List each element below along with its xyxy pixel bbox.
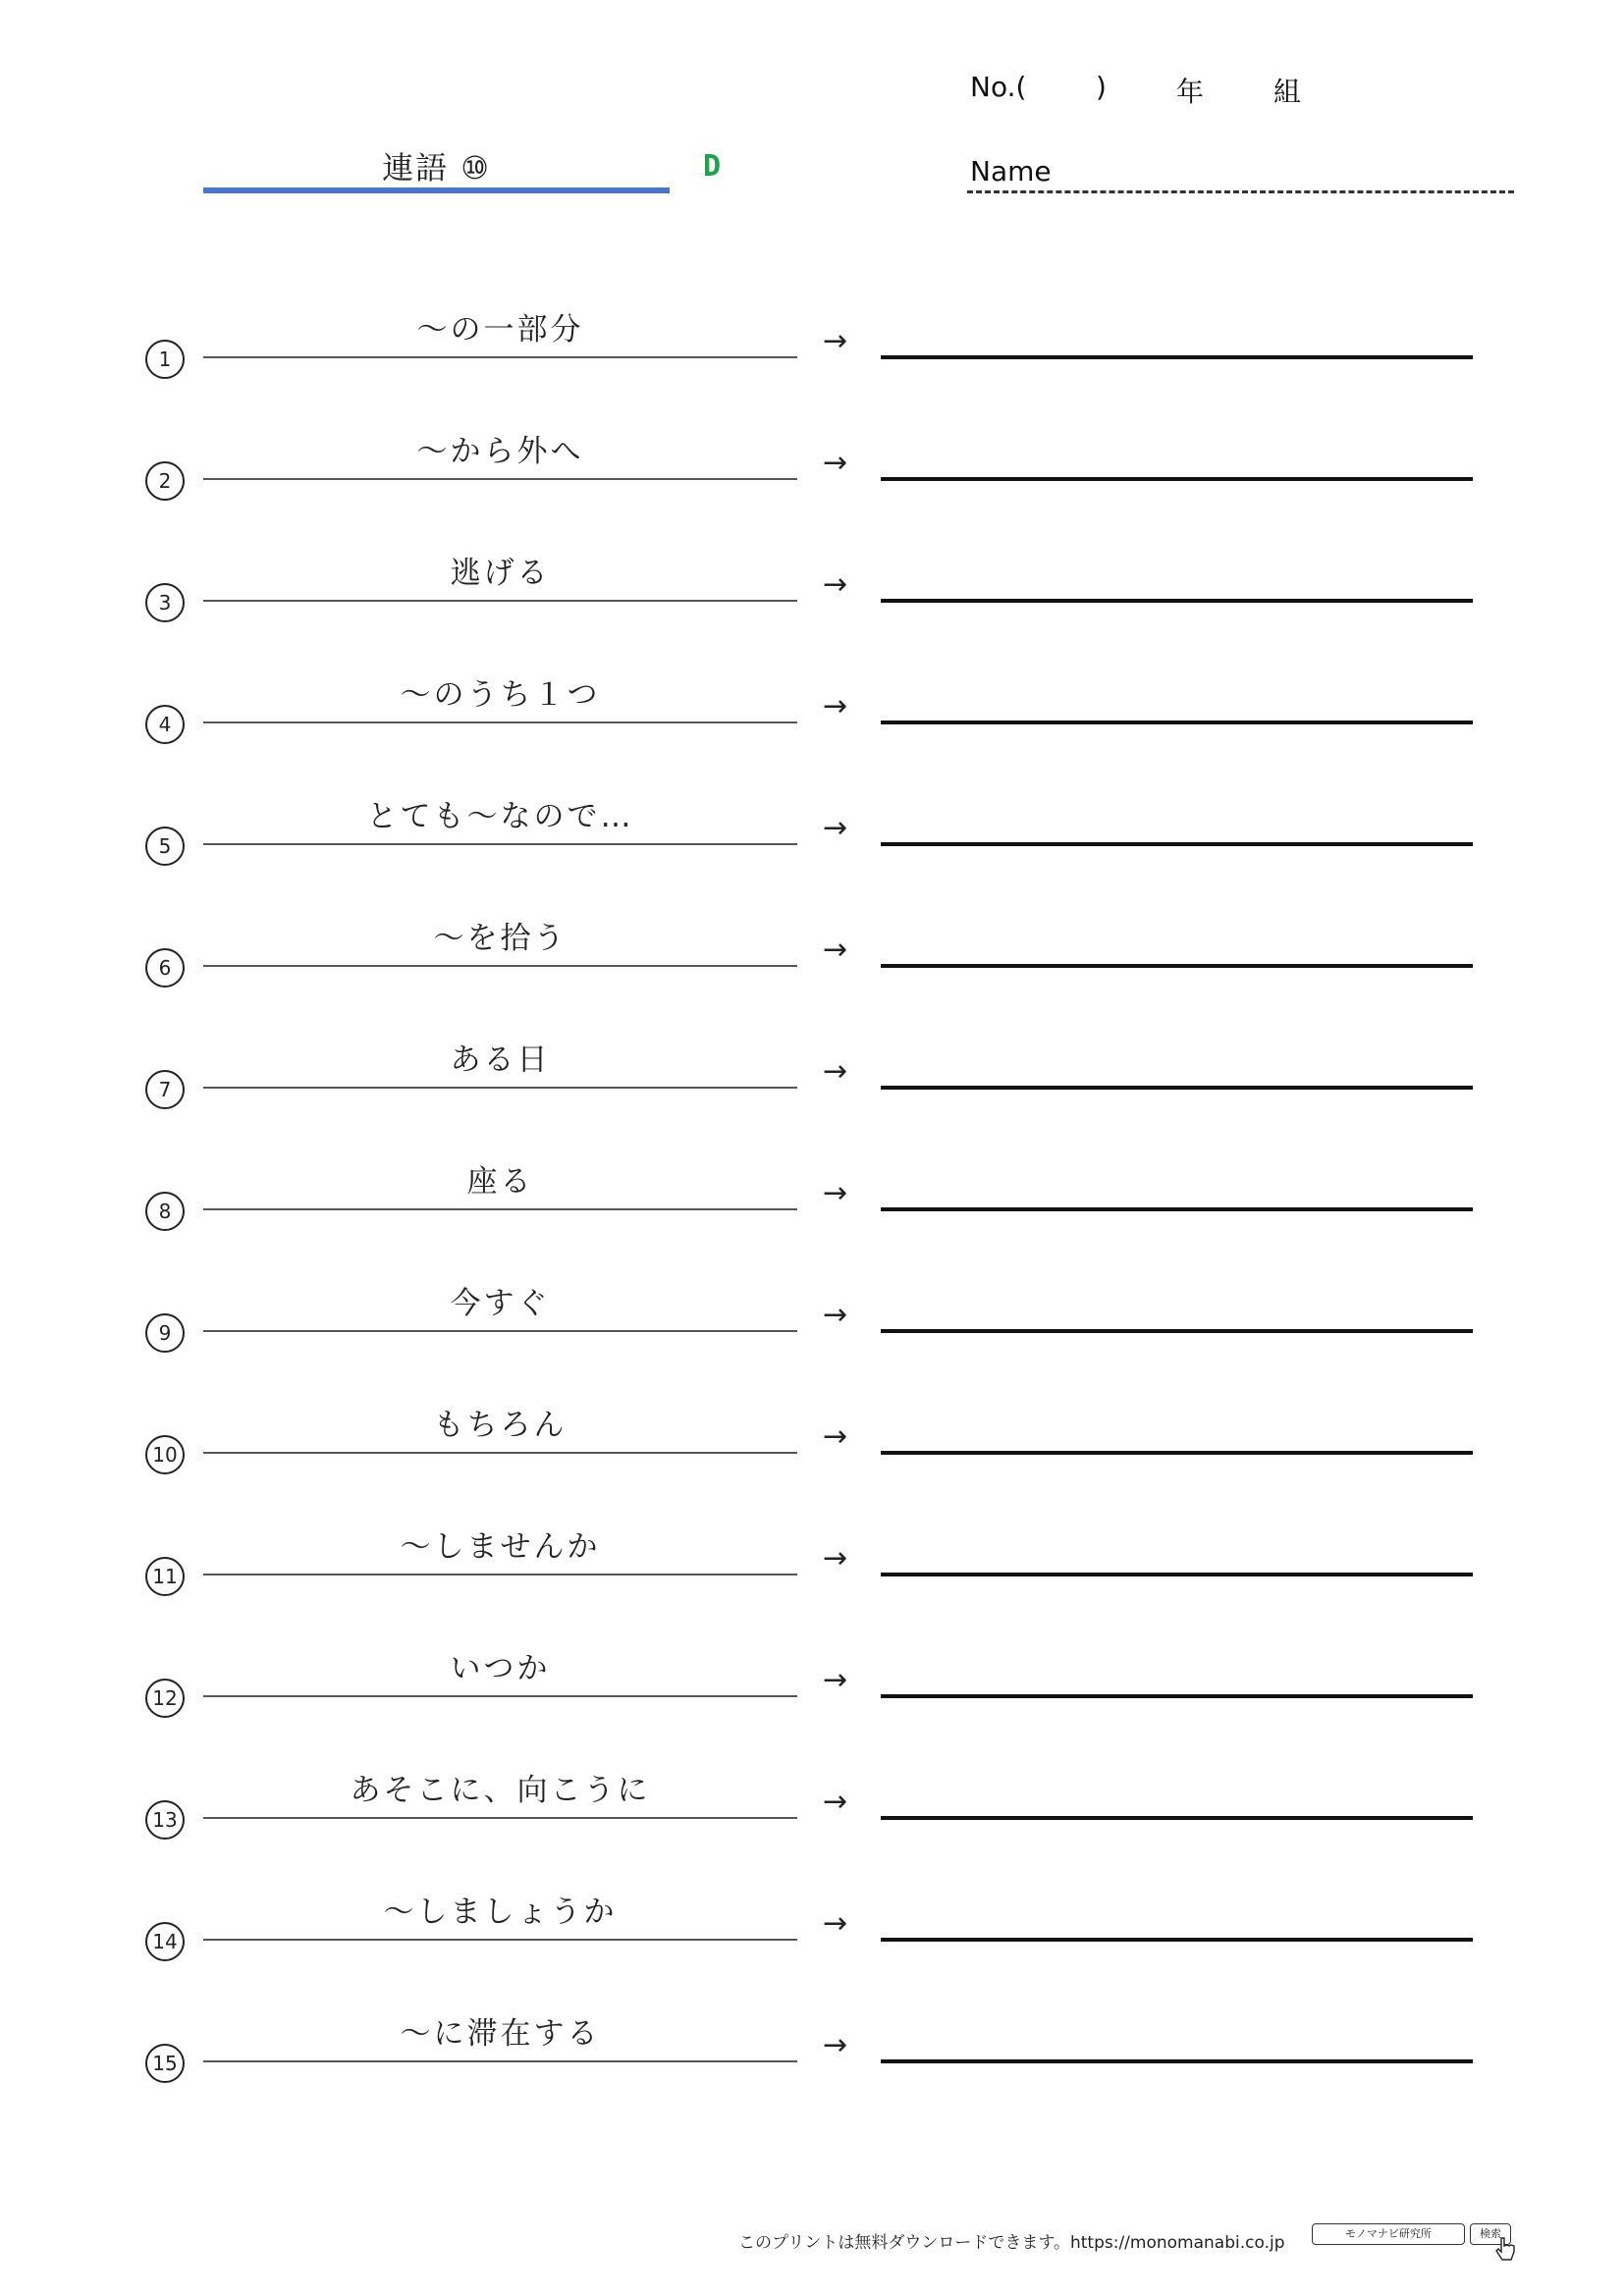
right-arrow-icon: → <box>823 446 848 480</box>
item-number: 7 <box>145 1070 185 1109</box>
term-underline <box>203 1330 797 1332</box>
exercise-row <box>0 1651 1624 1773</box>
term-underline <box>203 600 797 602</box>
right-arrow-icon: → <box>823 2028 848 2062</box>
term-underline <box>203 1208 797 1210</box>
class-label: 組 <box>1273 76 1302 108</box>
prompt-term: 座る <box>466 1164 534 1200</box>
right-arrow-icon: → <box>823 1663 848 1697</box>
right-arrow-icon: → <box>823 1298 848 1332</box>
no-close: ) <box>1096 71 1107 103</box>
exercise-row <box>0 1164 1624 1286</box>
item-number: 9 <box>145 1313 185 1353</box>
exercise-row <box>0 1895 1624 2016</box>
title-underline <box>203 187 670 193</box>
right-arrow-icon: → <box>823 1419 848 1454</box>
answer-line[interactable] <box>881 1329 1473 1333</box>
right-arrow-icon: → <box>823 324 848 358</box>
prompt-term: ～から外へ <box>416 434 584 469</box>
answer-line[interactable] <box>881 1207 1473 1211</box>
term-underline <box>203 2060 797 2062</box>
term-underline <box>203 1695 797 1697</box>
prompt-term: とても～なので… <box>366 799 634 834</box>
item-number: 15 <box>145 2044 185 2083</box>
term-underline <box>203 1574 797 1575</box>
term-underline <box>203 843 797 845</box>
answer-line[interactable] <box>881 721 1473 724</box>
level-badge: D <box>703 149 722 184</box>
prompt-term: ～しませんか <box>400 1529 601 1565</box>
exercise-row <box>0 434 1624 556</box>
answer-line[interactable] <box>881 1451 1473 1455</box>
prompt-term: ～の一部分 <box>416 312 584 347</box>
term-underline <box>203 1817 797 1819</box>
item-number: 4 <box>145 705 185 744</box>
item-number: 11 <box>145 1557 185 1596</box>
answer-line[interactable] <box>881 355 1473 359</box>
item-number: 10 <box>145 1435 185 1474</box>
answer-line[interactable] <box>881 1694 1473 1698</box>
name-field-line[interactable] <box>967 190 1514 193</box>
exercise-row <box>0 921 1624 1042</box>
answer-line[interactable] <box>881 1938 1473 1942</box>
exercise-row <box>0 1529 1624 1651</box>
pointer-cursor-icon <box>1494 2236 1518 2266</box>
right-arrow-icon: → <box>823 1785 848 1819</box>
prompt-term: もちろん <box>433 1408 568 1443</box>
prompt-term: ～のうち１つ <box>400 677 601 713</box>
right-arrow-icon: → <box>823 1541 848 1575</box>
term-underline <box>203 478 797 480</box>
name-label: Name <box>970 155 1052 187</box>
term-underline <box>203 1087 797 1089</box>
term-underline <box>203 1939 797 1941</box>
item-number: 14 <box>145 1922 185 1961</box>
term-underline <box>203 356 797 358</box>
no-label: No.( <box>970 71 1027 103</box>
term-underline <box>203 965 797 967</box>
grade-label: 年 <box>1176 76 1205 108</box>
item-number: 12 <box>145 1679 185 1718</box>
exercise-row <box>0 677 1624 799</box>
item-number: 1 <box>145 340 185 379</box>
right-arrow-icon: → <box>823 1054 848 1089</box>
right-arrow-icon: → <box>823 689 848 723</box>
answer-line[interactable] <box>881 842 1473 846</box>
item-number: 8 <box>145 1192 185 1231</box>
exercise-row <box>0 2016 1624 2138</box>
prompt-term: ～に滞在する <box>400 2016 601 2052</box>
answer-line[interactable] <box>881 2059 1473 2063</box>
right-arrow-icon: → <box>823 933 848 967</box>
term-underline <box>203 721 797 723</box>
item-number: 2 <box>145 461 185 501</box>
item-number: 13 <box>145 1800 185 1840</box>
right-arrow-icon: → <box>823 567 848 602</box>
prompt-term: あそこに、向こうに <box>350 1773 651 1808</box>
exercise-row <box>0 1286 1624 1408</box>
item-number: 6 <box>145 948 185 988</box>
answer-line[interactable] <box>881 477 1473 481</box>
exercise-row <box>0 1042 1624 1164</box>
prompt-term: ～しましょうか <box>383 1895 618 1930</box>
right-arrow-icon: → <box>823 1176 848 1210</box>
prompt-term: 今すぐ <box>450 1286 551 1321</box>
exercise-row <box>0 1408 1624 1529</box>
exercise-row <box>0 556 1624 677</box>
exercise-row <box>0 1773 1624 1895</box>
prompt-term: ある日 <box>450 1042 551 1078</box>
item-number: 3 <box>145 583 185 622</box>
answer-line[interactable] <box>881 599 1473 603</box>
worksheet-title: 連語 ⑩ <box>382 149 491 187</box>
prompt-term: いつか <box>450 1651 551 1686</box>
term-underline <box>203 1452 797 1454</box>
item-number: 5 <box>145 827 185 866</box>
answer-line[interactable] <box>881 964 1473 968</box>
search-button[interactable]: 検索 <box>1470 2223 1511 2245</box>
exercise-row <box>0 312 1624 434</box>
right-arrow-icon: → <box>823 811 848 845</box>
prompt-term: ～を拾う <box>433 921 568 956</box>
right-arrow-icon: → <box>823 1906 848 1941</box>
search-box[interactable]: モノマナビ研究所 <box>1312 2223 1465 2245</box>
answer-line[interactable] <box>881 1086 1473 1090</box>
exercise-row <box>0 799 1624 921</box>
prompt-term: 逃げる <box>450 556 551 591</box>
answer-line[interactable] <box>881 1816 1473 1820</box>
footer-text: このプリントは無料ダウンロードできます。https://monomanabi.co.jp <box>738 2233 1285 2253</box>
answer-line[interactable] <box>881 1573 1473 1576</box>
